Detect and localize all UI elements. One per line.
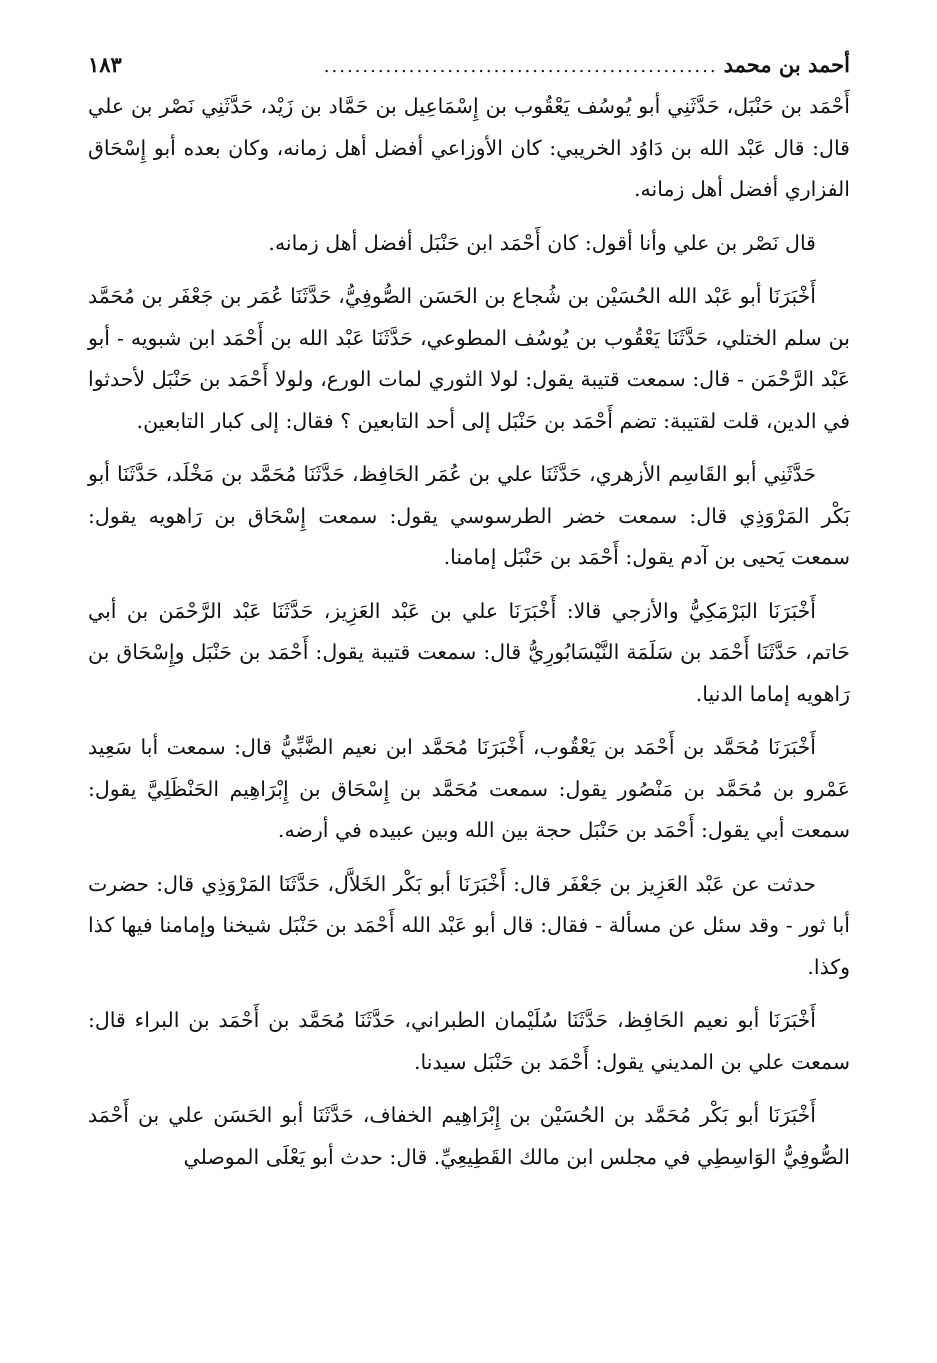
paragraph: حدثت عن عَبْد العَزِيز بن جَعْفَر قال: أَخْبَرَنَا أبو بَكْر الخَلاَّل، حَدَّثَنَا المَرْوَذِي قال: حضرت أبا ثور - وقد سئل عن مسألة - فقال: قال أبو عَبْد الله أَحْمَد بن حَنْبَل شيخنا وإمامنا فيها كذا وكذا. [88,871,850,979]
paragraph: أَخْبَرَنَا أبو عَبْد الله الحُسَيْن بن شُجاع بن الحَسَن الصُّوفِيُّ، حَدَّثَنَا عُمَر بن جَعْفَر بن مُحَمَّد بن سلم الختلي، حَدَّثَنَا يَعْقُوب بن يُوسُف المطوعي، حَدَّثَنَا عَبْد الله بن أَحْمَد ابن شبويه - أبو عَبْد الرَّحْمَن - قال: سمعت قتيبة يقول: لولا الثوري لمات الورع، ولولا أَحْمَد بن حَنْبَل لأحدثوا في الدين، قلت لقتيبة: تضم أَحْمَد بن حَنْبَل إلى أحد التابعين ؟ فقال: إلى كبار التابعين. [88,284,850,433]
paragraph: أَخْبَرَنَا أبو نعيم الحَافِظ، حَدَّثَنَا سُلَيْمان الطبراني، حَدَّثَنَا مُحَمَّد بن أَحْمَد بن البراء قال: سمعت علي بن المديني يقول: أَحْمَد بن حَنْبَل سيدنا. [88,1008,850,1074]
paragraph: قال نَصْر بن علي وأنا أقول: كان أَحْمَد ابن حَنْبَل أفضل أهل زمانه. [268,230,816,255]
leader-dots: ................................................... [323,56,718,77]
book-page [88,52,850,1190]
running-head-title: أحمد بن محمد [723,52,850,77]
paragraph: أَخْبَرَنَا البَرْمَكِيُّ والأزجي قالا: أَخْبَرَنَا علي بن عَبْد العَزِيز، حَدَّثَنَا عَبْد الرَّحْمَن بن أبي حَاتم، حَدَّثَنَا أَحْمَد بن سَلَمَة النَّيْسَابُورِيُّ قال: سمعت قتيبة يقول: أَحْمَد بن حَنْبَل وإِسْحَاق بن رَاهويه إماما الدنيا. [88,598,850,706]
paragraph: حَدَّثَنِي أبو القَاسِم الأزهري، حَدَّثَنَا علي بن عُمَر الحَافِظ، حَدَّثَنَا مُحَمَّد بن مَخْلَد، حَدَّثَنَا أبو بَكْر المَرْوَذِي قال: سمعت خضر الطرسوسي يقول: سمعت إِسْحَاق بن رَاهويه يقول: سمعت يَحيى بن آدم يقول: أَحْمَد بن حَنْبَل إمامنا. [88,462,850,569]
paragraph: أَخْبَرَنَا مُحَمَّد بن أَحْمَد بن يَعْقُوب، أَخْبَرَنَا مُحَمَّد ابن نعيم الضَّبِّيُّ قال: سمعت أبا سَعِيد عَمْرو بن مُحَمَّد بن مَنْصُور يقول: سمعت مُحَمَّد بن إِسْحَاق بن إِبْرَاهِيم الحَنْظَلِيَّ يقول: سمعت أبي يقول: أَحْمَد بن حَنْبَل حجة بين الله وبين عبيده في أرضه. [88,735,850,842]
paragraph: أَحْمَد بن حَنْبَل، حَدَّثَنِي أبو يُوسُف يَعْقُوب بن إِسْمَاعِيل بن حَمَّاد بن زَيْد، حَدَّثَنِي نَصْر بن علي قال: قال عَبْد الله بن دَاوُد الخريبي: كان الأوزاعي أفضل أهل زمانه، وكان بعده أبو إِسْحَاق الفزاري أفضل أهل زمانه. [88,94,850,201]
page-body [88,86,850,1178]
paragraph: أَخْبَرَنَا أبو بَكْر مُحَمَّد بن الحُسَيْن بن إِبْرَاهِيم الخفاف، حَدَّثَنَا أبو الحَسَن علي بن أَحْمَد الصُّوفِيُّ الوَاسِطِي في مجلس ابن مالك القَطِيعِيِّ. قال: حدث أبو يَعْلَى الموصلي [88,1103,850,1169]
page-number: ١٨٣ [88,52,122,77]
running-head [88,52,850,86]
